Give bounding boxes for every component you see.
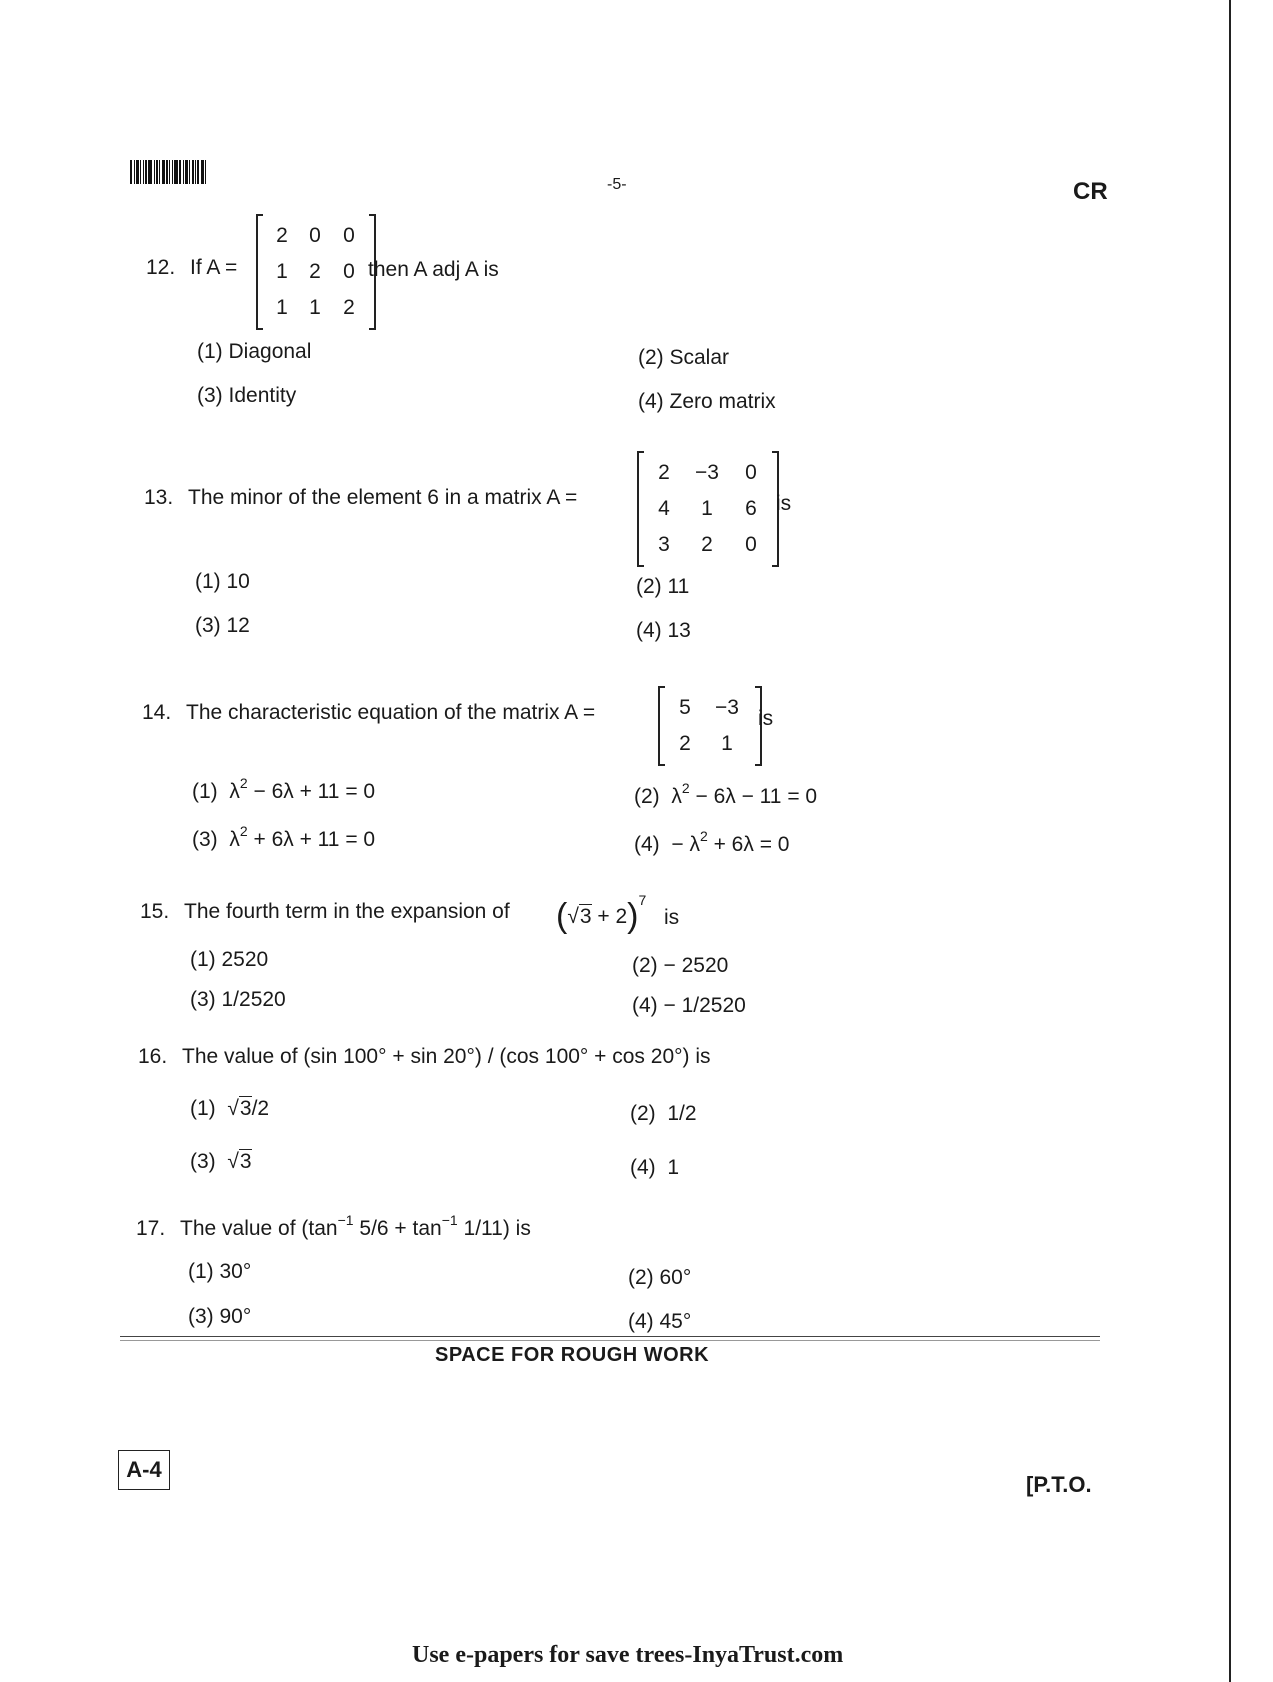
matrix-cell: 2: [309, 260, 321, 283]
option-label: (4): [634, 833, 660, 856]
matrix-cell: 2: [276, 224, 288, 247]
question-text: [180, 1212, 531, 1241]
series-code: CR: [1073, 178, 1108, 205]
close-paren: ): [627, 897, 639, 935]
binomial-expression: [556, 892, 647, 935]
matrix-cell: 2: [701, 533, 713, 556]
option-4[interactable]: (4) 13: [636, 619, 691, 642]
booklet-code: A-4: [118, 1450, 170, 1490]
question-prefix: If A =: [190, 256, 238, 279]
option-3[interactable]: (3) 12: [195, 614, 250, 637]
barcode-bar: [143, 160, 144, 184]
barcode-bar: [189, 160, 190, 184]
question-suffix: then A adj A is: [368, 258, 499, 281]
question-text: The value of (sin 100° + sin 20°) / (cos 100° + cos 20°) is: [182, 1045, 711, 1068]
option-rest: + 6λ + 11 = 0: [247, 828, 376, 851]
question-number: 17.: [136, 1217, 166, 1240]
sqrt-sign: √: [567, 905, 579, 928]
barcode-bar: [183, 160, 184, 184]
divider-rule: [120, 1336, 1100, 1337]
option-label: (2): [634, 785, 660, 808]
option-2[interactable]: (2) 11: [636, 575, 690, 598]
matrix-cell: 5: [679, 696, 691, 719]
page-number: -5-: [607, 176, 627, 193]
inverse-superscript: −1: [337, 1212, 354, 1228]
option-value: 1: [667, 1156, 680, 1179]
matrix-cell: 1: [276, 260, 288, 283]
matrix-cell: 0: [343, 224, 355, 247]
rough-work-label: SPACE FOR ROUGH WORK: [435, 1344, 710, 1366]
text-part: The value of (tan: [180, 1217, 338, 1240]
option-4[interactable]: [634, 828, 790, 857]
matrix-a: [637, 453, 779, 565]
text-part: 1/11) is: [457, 1217, 531, 1240]
option-exponent: 2: [239, 823, 248, 839]
barcode-bar: [156, 160, 158, 184]
page-edge-rule: [1229, 0, 1231, 1682]
option-2[interactable]: (2) − 2520: [632, 954, 729, 977]
barcode-bar: [140, 160, 141, 184]
question-prefix: The minor of the element 6 in a matrix A =: [188, 486, 578, 509]
barcode-bar: [192, 160, 194, 184]
option-2[interactable]: [634, 780, 818, 809]
option-1[interactable]: [190, 1097, 269, 1121]
barcode-bar: [148, 160, 152, 184]
barcode: [130, 160, 220, 184]
divider-rule-thin: [120, 1340, 1100, 1341]
option-4[interactable]: [630, 1156, 679, 1180]
question-number: 16.: [138, 1045, 168, 1068]
option-rest: − 6λ + 11 = 0: [247, 780, 376, 803]
sqrt-sign: √: [227, 1150, 239, 1173]
matrix-a: [658, 688, 762, 764]
option-value: 1/2: [667, 1102, 697, 1125]
barcode-bar: [185, 160, 188, 184]
option-1[interactable]: (1) 2520: [190, 948, 269, 971]
matrix-cell: 1: [276, 296, 288, 319]
option-1[interactable]: (1) 10: [195, 570, 250, 593]
exponent: 7: [638, 892, 647, 908]
option-label: (1): [192, 780, 218, 803]
question-number: 14.: [142, 701, 172, 724]
barcode-bar: [159, 160, 160, 184]
barcode-bar: [197, 160, 199, 184]
barcode-bar: [154, 160, 155, 184]
option-exponent: 2: [239, 775, 248, 791]
radicand: 3: [579, 905, 592, 928]
option-rest: + 6λ = 0: [707, 833, 790, 856]
matrix-cell: 0: [309, 224, 321, 247]
footer-text: Use e-papers for save trees-InyaTrust.com: [412, 1642, 844, 1668]
plus-term: + 2: [591, 905, 628, 928]
matrix-cell: −3: [695, 461, 719, 484]
barcode-bar: [166, 160, 168, 184]
matrix-a: [256, 216, 376, 328]
barcode-bar: [136, 160, 139, 184]
option-3[interactable]: [192, 823, 376, 852]
radicand: 3: [239, 1150, 252, 1173]
option-1[interactable]: (1) 30°: [188, 1260, 252, 1283]
option-4[interactable]: (4) 45°: [628, 1310, 692, 1333]
option-4[interactable]: (4) − 1/2520: [632, 994, 746, 1017]
pto-label: [P.T.O.: [1026, 1472, 1092, 1497]
barcode-bar: [134, 160, 135, 184]
matrix-cell: 0: [745, 461, 757, 484]
option-lambda: λ: [229, 780, 240, 803]
option-1[interactable]: [192, 775, 376, 804]
matrix-cell: 2: [658, 461, 670, 484]
option-label: (3): [190, 1150, 216, 1173]
matrix-cell: 2: [679, 732, 691, 755]
barcode-bar: [179, 160, 181, 184]
option-3[interactable]: [190, 1150, 252, 1174]
option-2[interactable]: (2) 60°: [628, 1266, 692, 1289]
matrix-cell: −3: [715, 696, 739, 719]
option-rest: /2: [251, 1097, 270, 1120]
matrix-cell: 6: [745, 497, 757, 520]
barcode-bar: [201, 160, 204, 184]
option-lambda: λ: [671, 785, 682, 808]
option-2[interactable]: [630, 1102, 697, 1126]
question-suffix: is: [758, 707, 774, 730]
option-3[interactable]: (3) 1/2520: [190, 988, 286, 1011]
text-part: 5/6 + tan: [353, 1217, 442, 1240]
radicand: 3: [239, 1097, 252, 1120]
question-suffix: is: [776, 492, 792, 515]
inverse-superscript: −1: [441, 1212, 458, 1228]
option-exponent: 2: [681, 780, 690, 796]
option-label: (1): [190, 1097, 216, 1120]
open-paren: (: [556, 897, 568, 935]
option-label: (2): [630, 1102, 656, 1125]
barcode-bar: [145, 160, 147, 184]
option-1[interactable]: (1) Diagonal: [197, 340, 312, 363]
option-rest: − 6λ − 11 = 0: [689, 785, 818, 808]
sqrt-sign: √: [227, 1097, 239, 1120]
option-3[interactable]: (3) Identity: [197, 384, 297, 407]
matrix-cell: 1: [701, 497, 713, 520]
question-prefix: The characteristic equation of the matrix A =: [186, 701, 596, 724]
matrix-cell: 0: [745, 533, 757, 556]
matrix-cell: 4: [658, 497, 670, 520]
option-lambda: − λ: [671, 833, 700, 856]
question-suffix: is: [664, 906, 680, 929]
question-number: 13.: [144, 486, 174, 509]
question-number: 12.: [146, 256, 176, 279]
option-label: (3): [192, 828, 218, 851]
option-2[interactable]: (2) Scalar: [638, 346, 730, 369]
matrix-cell: 3: [658, 533, 670, 556]
option-lambda: λ: [229, 828, 240, 851]
matrix-cell: 0: [343, 260, 355, 283]
question-prefix: The fourth term in the expansion of: [184, 900, 510, 923]
option-label: (4): [630, 1156, 656, 1179]
option-4[interactable]: (4) Zero matrix: [638, 390, 776, 413]
barcode-bar: [172, 160, 173, 184]
barcode-bar: [169, 160, 170, 184]
matrix-cell: 1: [309, 296, 321, 319]
barcode-bar: [174, 160, 178, 184]
barcode-bar: [205, 160, 206, 184]
option-3[interactable]: (3) 90°: [188, 1305, 252, 1328]
matrix-cell: 2: [343, 296, 355, 319]
barcode-bar: [162, 160, 165, 184]
matrix-cell: 1: [721, 732, 733, 755]
barcode-bar: [195, 160, 196, 184]
question-number: 15.: [140, 900, 170, 923]
option-exponent: 2: [699, 828, 708, 844]
barcode-bar: [130, 160, 132, 184]
